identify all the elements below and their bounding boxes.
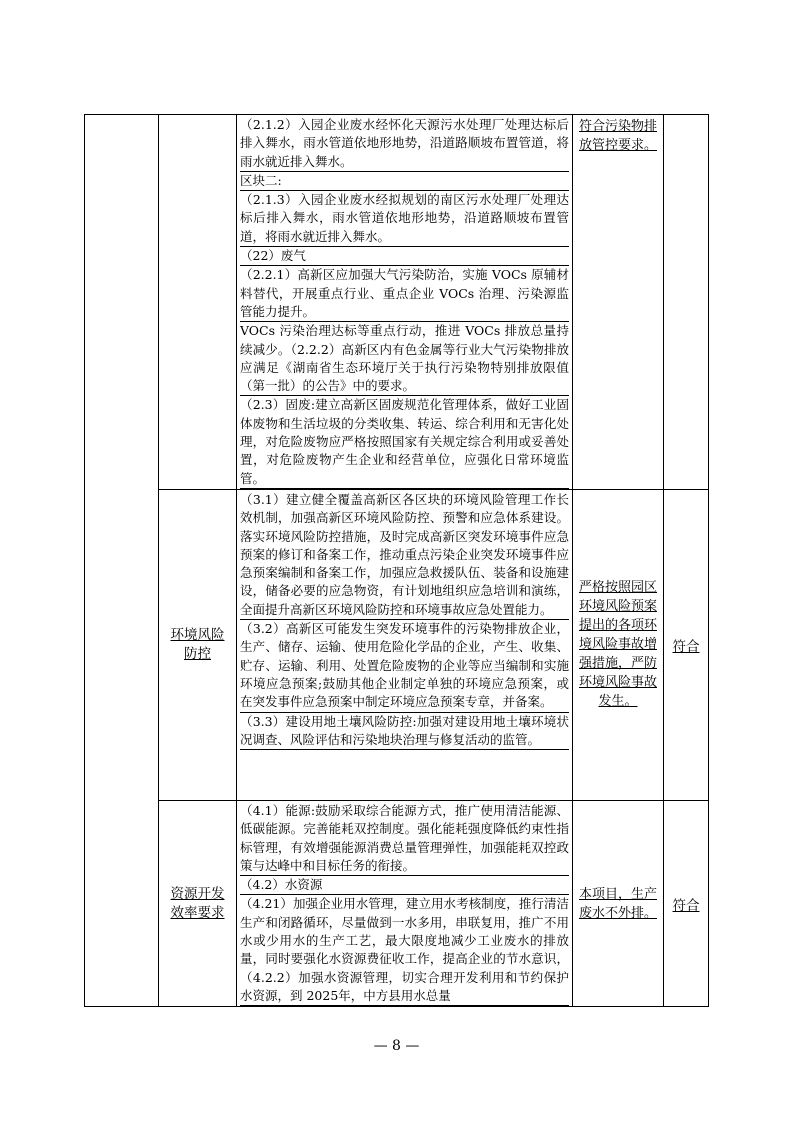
content-cell [237,489,573,800]
category-cell [159,800,237,1006]
paragraph: （4.21）加强企业用水管理，建立用水考核制度，推行清洁生产和闭路循环，尽量做到一水多用，串联复用，推广不用水或少用水的生产工艺，最大限度地减少工业废水的排放量，同时要强化水资源费征收工作，提高企业的节水意识，（4.2.2）加强水资源管理，切实合理开发利用和节约保护水资源，到 2025年，中方县用水总量 [240,895,569,1006]
merged-section-cell [85,115,159,1007]
paragraph: （3.1）建立健全覆盖高新区各区块的环境风险管理工作长效机制，加强高新区环境风险防控、预警和应急体系建设。落实环境风险防控措施，及时完成高新区突发环境事件应急预案的修订和备案工作，推动重点污染企业突发环境事件应急预案编制和备案工作，加强应急救援队伍、装备和设施建设，储备必要的应急物资，有计划地组织应急培训和演练，全面提升高新区环境风险防控和环境事故应急处置能力。 [240,491,569,620]
requirement-text: 严格按照园区环境风险预案提出的各项环境风险事故增强措施，严防环境风险事故发生。 [578,580,657,710]
category-label: 环境风险防控 [170,626,225,662]
paragraph: 区块二: [240,172,569,191]
requirement-text: 本项目，生产废水不外排。 [578,886,657,921]
paragraph: （2.2.1）高新区应加强大气污染防治，实施 VOCs 原辅材料替代，开展重点行业、重点企业 VOCs 治理、污染源监管能力提升。 [240,266,569,322]
paragraph: （2.1.3）入园企业废水经拟规划的南区污水处理厂处理达标后排入舞水，雨水管道依地形地势，沿道路顺坡布置管道，将雨水就近排入舞水。 [240,191,569,247]
paragraph: （4.2）水资源 [240,876,569,895]
paragraph: （22）废气 [240,247,569,266]
status-text: 符合 [672,638,700,655]
category-cell [159,115,237,490]
status-cell [664,115,709,490]
content-cell [237,800,573,1006]
category-cell [159,489,237,800]
paragraph: （4.1）能源:鼓励采取综合能源方式，推广使用清洁能源、低碳能源。完善能耗双控制度。强化能耗强度降低约束性指标管理，有效增强能源消费总量管理弹性，加强能耗双控政策与达峰中和目标任务的衔接。 [240,802,569,876]
table-row [85,115,709,490]
page-number: — 8 — [373,1038,420,1054]
status-cell [664,489,709,800]
requirement-text: 符合污染物排放管控要求。 [578,119,657,153]
paragraph: （2.3）固废:建立高新区固废规范化管理体系，做好工业固体废物和生活垃圾的分类收集、转运、综合利用和无害化处理，对危险废物应严格按照国家有关规定综合利用或妥善处置，对危险废物产生企业和经营单位，应强化日常环境监管。 [240,396,569,488]
requirement-cell [573,489,664,800]
paragraph: （3.3）建设用地土壤风险防控:加强对建设用地土壤环境状况调查、风险评估和污染地块治理与修复活动的监管。 [240,713,569,751]
requirement-cell [573,800,664,1006]
status-text: 符合 [672,897,700,914]
status-cell [664,800,709,1006]
content-cell [237,115,573,490]
paragraph: （3.2）高新区可能发生突发环境事件的污染物排放企业，生产、储存、运输、使用危险化学品的企业，产生、收集、贮存、运输、利用、处置危险废物的企业等应当编制和实施环境应急预案;鼓励其他企业制定单独的环境应急预案，或在突发事件应急预案中制定环境应急预案专章，并备案。 [240,620,569,712]
table-row [85,489,709,800]
table-row [85,800,709,1006]
paragraph: VOCs 污染治理达标等重点行动，推进 VOCs 排放总量持续减少。（2.2.2）高新区内有色金属等行业大气污染物排放应满足《湖南省生态环境厅关于执行污染物特别排放限值（第一批）的公告》中的要求。 [240,322,569,396]
requirements-table [84,114,709,1007]
requirement-cell [573,115,664,490]
category-label: 资源开发效率要求 [170,885,225,921]
paragraph: （2.1.2）入园企业废水经怀化天源污水处理厂处理达标后排入舞水，雨水管道依地形地势，沿道路顺坡布置管道，将雨水就近排入舞水。 [240,116,569,172]
